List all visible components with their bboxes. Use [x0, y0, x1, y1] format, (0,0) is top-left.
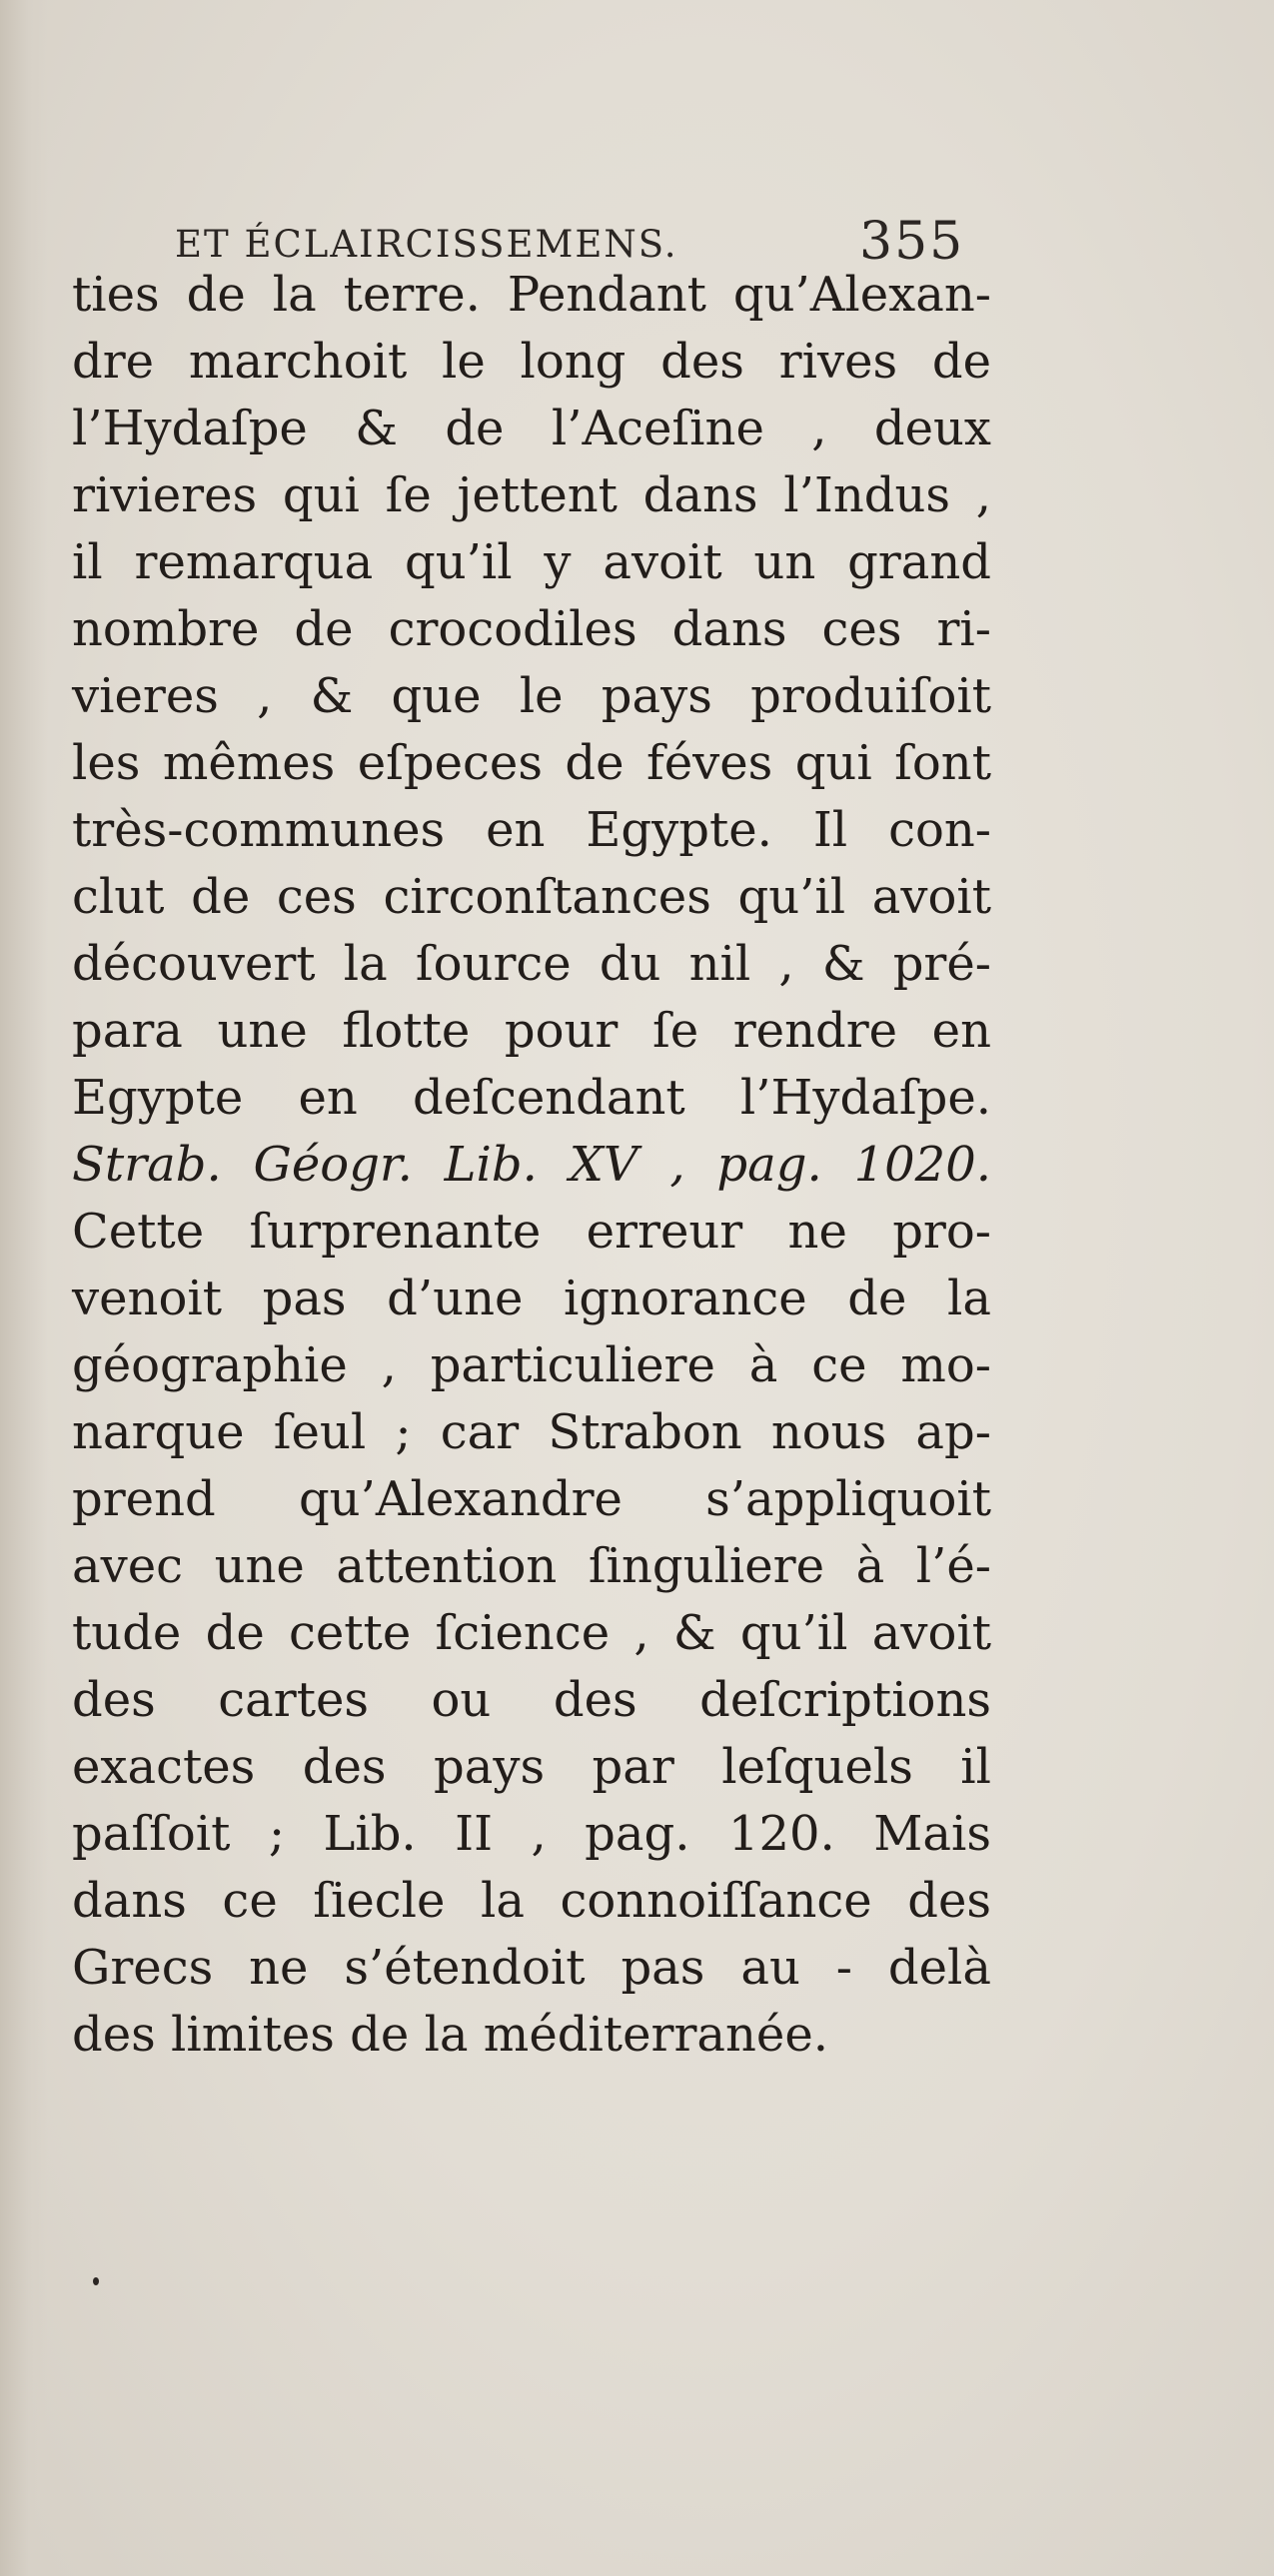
text-line: vieres , & que le pays produiſoit: [72, 668, 991, 724]
text-line: exactes des pays par leſquels il: [72, 1739, 991, 1795]
text-line: paſſoit ; Lib. II , pag. 120. Mais: [72, 1806, 991, 1862]
text-line: des cartes ou des deſcriptions: [72, 1672, 991, 1728]
text-line: narque ſeul ; car Strabon nous ap-: [72, 1404, 991, 1460]
text-line: clut de ces circonſtances qu’il avoit: [72, 869, 991, 925]
text-line: prend qu’Alexandre s’appliquoit: [72, 1471, 991, 1527]
text-line: venoit pas d’une ignorance de la: [72, 1271, 991, 1326]
text-line: avec une attention ſinguliere à l’é-: [72, 1538, 991, 1594]
running-head: ET ÉCLAIRCISSEMENS.: [175, 223, 678, 266]
text-line: nombre de crocodiles dans ces ri-: [72, 601, 991, 657]
page-number: 355: [859, 212, 965, 272]
text-line: découvert la ſource du nil , & pré-: [72, 936, 991, 992]
text-line: géographie , particuliere à ce mo-: [72, 1337, 991, 1393]
text-line: rivieres qui ſe jettent dans l’Indus ,: [72, 467, 991, 523]
text-line: dre marchoit le long des rives de: [72, 334, 991, 390]
text-line: l’Hydaſpe & de l’Aceſine , deux: [72, 401, 991, 456]
page-gutter: [0, 0, 48, 2576]
text-line: tude de cette ſcience , & qu’il avoit: [72, 1605, 991, 1661]
text-line: ties de la terre. Pendant qu’Alexan-: [72, 267, 991, 323]
ink-speck: [93, 2277, 99, 2285]
text-line: Grecs ne s’étendoit pas au - delà: [72, 1940, 991, 1996]
text-line: Egypte en deſcendant l’Hydaſpe.: [72, 1070, 991, 1126]
text-line-last: des limites de la méditerranée.: [72, 2007, 828, 2063]
citation-line: Strab. Géogr. Lib. XV , pag. 1020.: [72, 1137, 991, 1193]
text-line: très-communes en Egypte. Il con-: [72, 802, 991, 858]
text-line: il remarqua qu’il y avoit un grand: [72, 534, 991, 590]
text-line: dans ce ſiecle la connoiſſance des: [72, 1873, 991, 1929]
text-line: para une flotte pour ſe rendre en: [72, 1003, 991, 1059]
text-line: les mêmes eſpeces de féves qui ſont: [72, 735, 991, 791]
body-text: [72, 262, 991, 2069]
text-line: Cette ſurprenante erreur ne pro-: [72, 1204, 991, 1260]
